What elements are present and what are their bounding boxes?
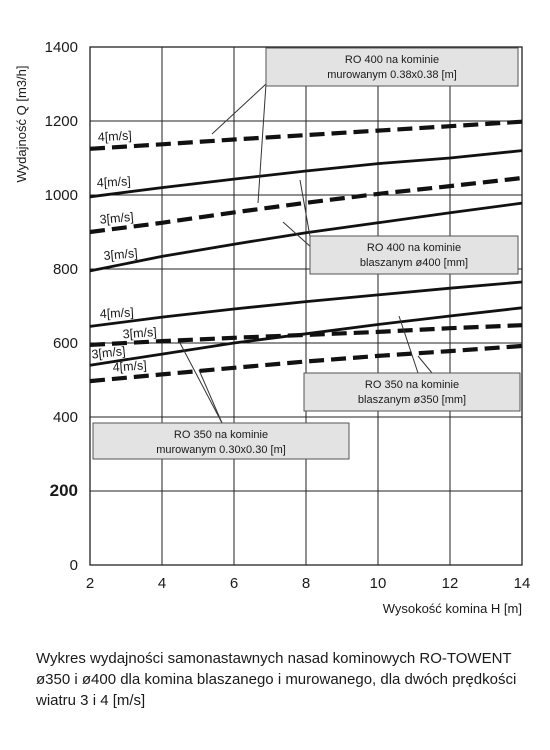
annotation-text: RO 350 na kominie xyxy=(364,379,460,391)
y-tick-label: 1200 xyxy=(44,113,78,130)
annotation-leader-line xyxy=(199,370,222,423)
x-tick-label: 8 xyxy=(301,575,311,592)
annotation-text: blaszanym ø350 [mm] xyxy=(357,394,467,406)
wind-speed-label: 4[m/s] xyxy=(97,128,133,145)
y-tick-label: 200 xyxy=(49,481,78,500)
annotation-text: blaszanym ø400 [mm] xyxy=(359,257,469,269)
annotation-text: RO 400 na kominie xyxy=(366,242,462,254)
wind-speed-labels xyxy=(91,129,157,375)
annotation-text: murowanym 0.38x0.38 [m] xyxy=(327,69,457,81)
x-tick-label: 12 xyxy=(441,575,459,592)
annotation-leader-line xyxy=(258,84,266,203)
wind-speed-label: 4[m/s] xyxy=(99,305,135,322)
x-axis-label: Wysokość komina H [m] xyxy=(382,601,522,616)
annotation-leader-line xyxy=(399,316,418,373)
x-tick-label: 14 xyxy=(513,575,531,592)
wind-speed-label: 3[m/s] xyxy=(103,246,139,264)
annotation-leader-line xyxy=(418,356,432,373)
y-tick-label: 400 xyxy=(52,409,78,426)
y-tick-label: 0 xyxy=(69,557,78,574)
y-tick-label: 600 xyxy=(52,335,78,352)
annotation-leader-line xyxy=(212,84,266,134)
x-tick-label: 6 xyxy=(229,575,239,592)
chart-caption: Wykres wydajności samonastawnych nasad kominowych RO-TOWENT ø350 i ø400 dla komina blaszanego i murowanego, dla dwóch prędkości wiatru 3 i 4 [m/s] xyxy=(36,650,517,709)
x-tick-label: 4 xyxy=(157,575,167,592)
wind-speed-label: 3[m/s] xyxy=(122,325,158,342)
x-tick-label: 10 xyxy=(369,575,387,592)
y-tick-label: 800 xyxy=(52,261,78,278)
y-axis-label: Wydajność Q [m3/h] xyxy=(14,65,29,183)
annotation-text: RO 400 na kominie xyxy=(344,54,440,66)
y-tick-label: 1000 xyxy=(44,187,78,204)
wind-speed-label: 4[m/s] xyxy=(112,358,148,375)
wind-speed-label: 3[m/s] xyxy=(99,209,135,227)
wind-speed-label: 3[m/s] xyxy=(90,344,127,362)
x-tick-label: 2 xyxy=(85,575,95,592)
annotation-text: murowanym 0.30x0.30 [m] xyxy=(156,444,286,456)
grid xyxy=(90,47,522,565)
annotation-text: RO 350 na kominie xyxy=(173,429,269,441)
y-tick-label: 1400 xyxy=(44,39,78,56)
annotation-leader-line xyxy=(180,343,222,423)
wind-speed-label: 4[m/s] xyxy=(96,174,132,191)
